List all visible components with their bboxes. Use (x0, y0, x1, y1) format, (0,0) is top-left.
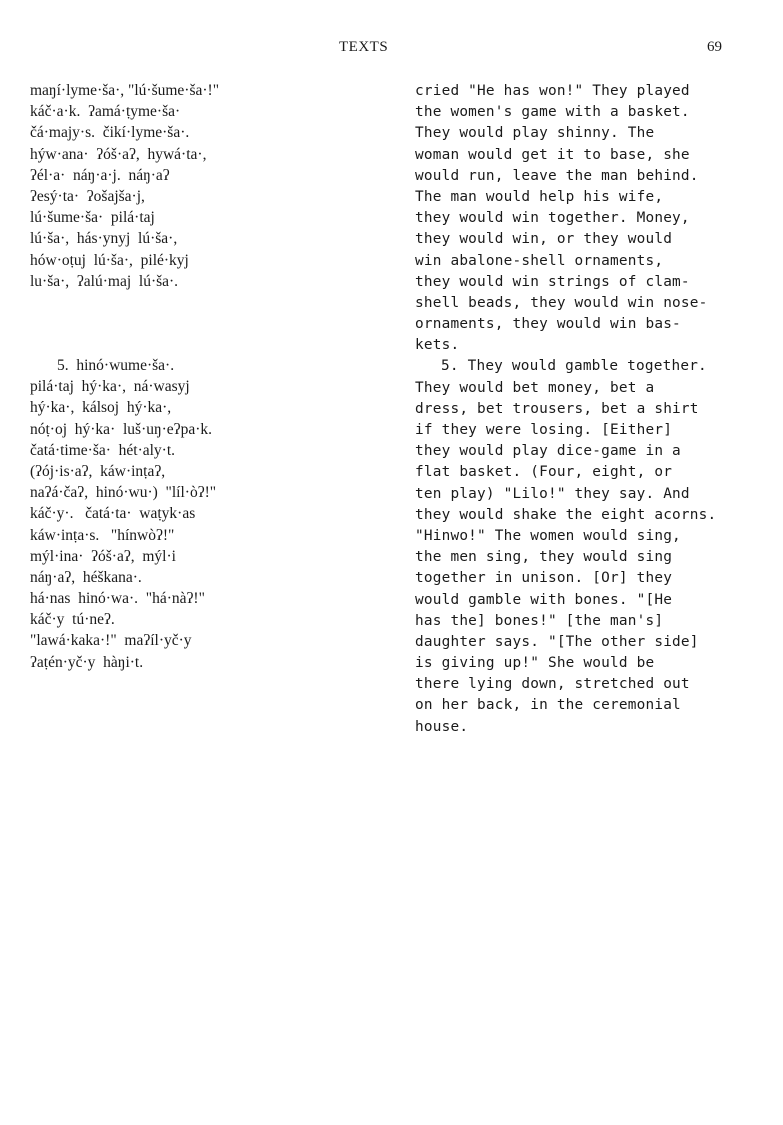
text-line: ornaments, they would win bas- (415, 316, 681, 333)
text-line: cried "He has won!" They played (415, 83, 690, 99)
text-line: they would win, or they would (415, 231, 673, 248)
native-text-paragraph-4 (30, 80, 405, 292)
text-line: hýw·ana· ʔóš·aʔ, hywá·ta·, (30, 145, 207, 163)
text-line: is giving up!" She would be (415, 655, 655, 672)
text-line: ten play) "Lilo!" they say. And (415, 485, 690, 502)
text-line: they would win together. Money, (415, 210, 690, 227)
text-line: woman would get it to base, she (415, 146, 690, 163)
text-line: nóṭ·oj hý·ka· luš·uŋ·eʔpa·k. (30, 420, 212, 438)
native-text-paragraph-5 (30, 355, 405, 673)
text-line: ʔesý·ta· ʔošajša·j, (30, 187, 145, 205)
text-line: flat basket. (Four, eight, or (415, 464, 673, 481)
text-line: house. (415, 718, 469, 735)
text-line: naʔá·čaʔ, hinó·wu·) "líl·òʔ!" (30, 484, 217, 502)
text-line: 5. They would gamble together. (441, 358, 707, 375)
text-line: há·nas hinó·wa·. "há·nàʔ!" (30, 590, 205, 608)
text-line: 5. hinó·wume·ša·. (57, 357, 175, 374)
text-line: has the] bones!" [the man's] (415, 612, 664, 629)
text-line: dress, bet trousers, bet a shirt (415, 400, 699, 417)
text-line: The man would help his wife, (415, 188, 664, 205)
text-line: they would play dice-game in a (415, 443, 681, 460)
text-line: lú·šume·ša· pilá·taj (30, 209, 155, 227)
text-line: on her back, in the ceremonial (415, 697, 681, 714)
text-line: náŋ·aʔ, héškana·. (30, 568, 142, 586)
text-line: They would bet money, bet a (415, 379, 655, 396)
text-line: "lawá·kaka·!" maʔíl·yč·y (30, 632, 192, 650)
text-line: čá·majy·s. čikí·lyme·ša·. (30, 124, 190, 142)
text-line: (ʔój·is·aʔ, káw·inṭaʔ, (30, 462, 166, 480)
text-line: shell beads, they would win nose- (415, 294, 708, 311)
text-line: maŋí·lyme·ša·, "lú·šume·ša·!" (30, 82, 220, 99)
text-line: would gamble with bones. "[He (415, 591, 673, 608)
text-line: they would win strings of clam- (415, 273, 690, 290)
text-line: kets. (415, 337, 460, 354)
text-line: lú·ša·, hás·ynyj lú·ša·, (30, 230, 178, 248)
text-line: "Hinwo!" The women would sing, (415, 527, 681, 544)
text-line: together in unison. [Or] they (415, 570, 673, 587)
text-line: hów·oṭuj lú·ša·, pilé·kyj (30, 251, 189, 269)
text-line: if they were losing. [Either] (415, 422, 673, 438)
page-title: TEXTS (339, 39, 389, 55)
text-line: mýl·ina· ʔóš·aʔ, mýl·i (30, 547, 176, 565)
text-line: káč·y·. čatá·ta· waṭyk·as (30, 505, 196, 523)
page-number: 69 (707, 39, 722, 55)
text-line: čatá·time·ša· hét·aly·t. (30, 441, 176, 459)
text-line: the men sing, they would sing (415, 549, 673, 566)
text-line: would run, leave the man behind. (415, 167, 699, 184)
text-line: hý·ka·, kálsoj hý·ka·, (30, 399, 172, 417)
text-line: káw·inṭa·s. "hínwòʔ!" (30, 526, 175, 544)
text-line: lu·ša·, ʔalú·maj lú·ša·. (30, 272, 179, 290)
text-line: the women's game with a basket. (415, 104, 690, 121)
text-line: ʔaṭén·yč·y hàŋi·t. (30, 653, 144, 671)
text-line: káč·a·k. ʔamá·ṭyme·ša· (30, 103, 181, 121)
text-line: ʔél·a· náŋ·a·j. náŋ·aʔ (30, 166, 170, 184)
text-line: They would play shinny. The (415, 125, 655, 142)
text-line: káč·y tú·neʔ. (30, 611, 115, 629)
text-line: they would shake the eight acorns. (415, 506, 717, 523)
translation-column (415, 81, 777, 738)
text-line: daughter says. "[The other side] (415, 633, 699, 650)
text-line: pilá·taj hý·ka·, ná·wasyj (30, 378, 190, 396)
text-line: win abalone-shell ornaments, (415, 252, 664, 269)
text-line: there lying down, stretched out (415, 676, 690, 693)
